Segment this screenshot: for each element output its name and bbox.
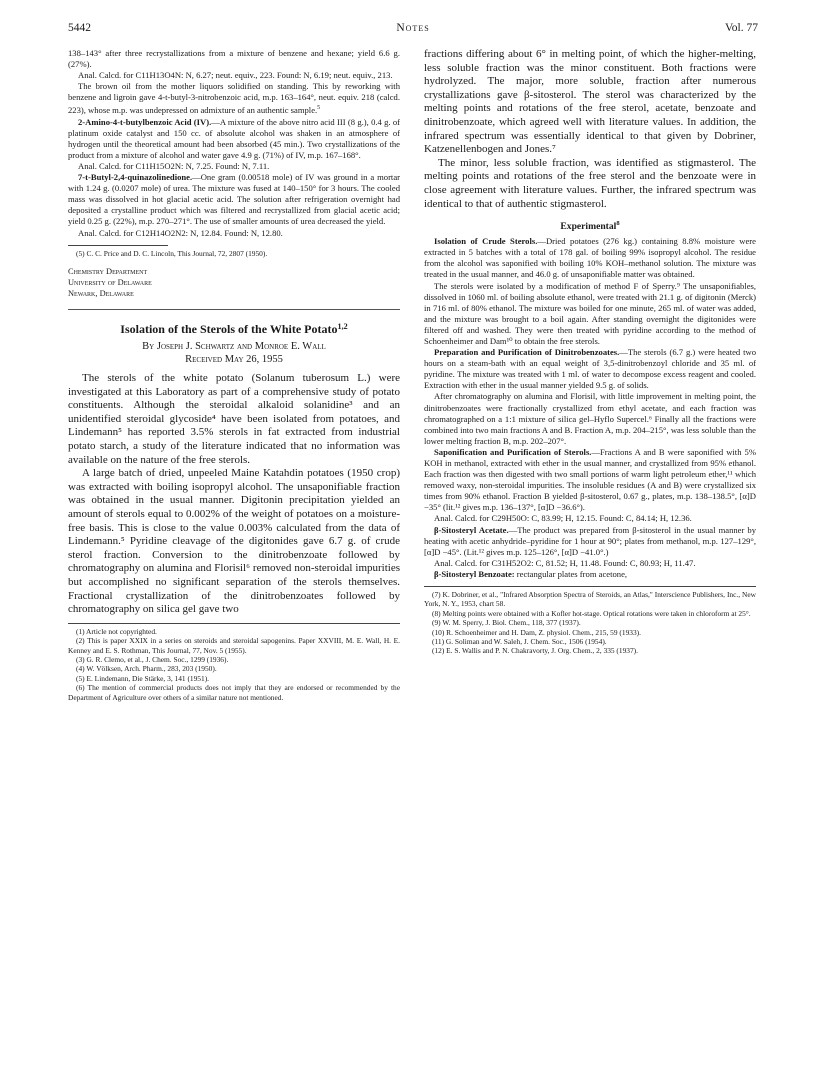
compound-heading: 7-t-Butyl-2,4-quinazolinedione. xyxy=(78,172,193,183)
article-body xyxy=(68,372,400,617)
procedure-heading: Preparation and Purification of Dinitrobenzoates. xyxy=(434,347,620,358)
paragraph: The sterols were isolated by a modification of method F of Sperry.⁹ The unsaponifiables, dissolved in 1060 ml. of boiling absolute ethanol, were treated with 21.1 g. of digitonin (Merck) in 716 ml. of 80% ethanol. The mixture was boiled for one minute, 265 ml. of water was added, and the mixture was brought to a boil again. After standing overnight the digitonides were filtered off and washed. They were then treated with pyridine according to the method of Schoenheimer and Dam¹⁰ to obtain the free sterols. xyxy=(424,280,756,346)
paragraph: 7-t-Butyl-2,4-quinazolinedione.—One gram (0.00518 mole) of IV was ground in a mortar with 1.24 g. (0.0207 mole) of urea. The mixture was fused at 140–150° for 3 hours. The cooled mass was dissolved in hot glacial acetic acid. The solution after refrigeration overnight had deposited a crystalline product which was filtered and recrystallized from glacial acetic acid; yield 0.25 g. (22%), m.p. 270–271°. The use of smaller amounts of urea decreased the yield. xyxy=(68,172,400,227)
paragraph: The brown oil from the mother liquors solidified on standing. This by reworking with benzene and ligroin gave 4-t-butyl-3-nitrobenzoic acid, m.p. 163–164°, neut. equiv. 218 (calcd. 223), whose m.p. was undepressed on admixture of an authentic sample.$^5$ xyxy=(68,81,400,116)
paragraph: Isolation of Crude Sterols.—Dried potatoes (276 kg.) containing 8.8% moisture were extracted in 5 batches with a total of 178 gal. of boiling 99% isopropyl alcohol. The residue from the alcohol was saponified with boiling 10% KOH–methanol solution. The mixture was treated in the usual manner, and 46.0 g. of unsaponifiable matter was obtained. xyxy=(424,236,756,280)
footnotes: (1) Article not copyrighted. (2) This is paper XXIX in a series on steroids and steroidal sapogenins. Paper XXVIII, M. E. Wall, H. E. Kenney and E. S. Rothman, This Journal, 77, Nov. 5 (1955). (3) G. R. Clemo, et al., J. Chem. Soc., 1299 (1936). (4) W. Völksen, Arch. Pharm., 283, 203 (1950). (5) E. Lindemann, Die Stärke, 3, 141 (1951). (6) The mention of commercial products does not imply that they are endorsed or recommended by the Department of Agriculture over others of a similar nature not mentioned. xyxy=(68,626,400,702)
analysis-line: Anal. Calcd. for C29H50O: C, 83.99; H, 12.15. Found: C, 84.14; H, 12.36. xyxy=(434,513,692,524)
article-title: Isolation of the Sterols of the White Potato$^{1,2}$ xyxy=(120,322,348,336)
procedure-heading: β-Sitosteryl Acetate. xyxy=(434,524,509,535)
footnote-rule xyxy=(68,623,400,624)
page-number: 5442 xyxy=(68,22,91,34)
compound-heading: 2-Amino-4-t-butylbenzoic Acid (IV). xyxy=(78,116,212,127)
analysis-line: Anal. Calcd. for C11H13O4N: N, 6.27; neut. equiv., 223. Found: N, 6.19; neut. equiv., 213. xyxy=(78,70,393,81)
footnote-rule xyxy=(68,245,168,246)
paragraph: Preparation and Purification of Dinitrobenzoates.—The sterols (6.7 g.) were heated two hours on a steam-bath with an equal weight of 3,5-dinitrobenzoyl chloride and 35 ml. of pyridine. The mixture was treated with 1 ml. of water to decompose excess reagent and cooled. Extraction with ether in the usual manner yielded 9.5 g. of solids. xyxy=(424,347,756,391)
analysis-line: Anal. Calcd. for C11H15O2N: N, 7.25. Found: N, 7.11. xyxy=(78,160,270,171)
previous-note-experimental xyxy=(68,48,400,239)
footnote-rule xyxy=(424,586,756,587)
paragraph: After chromatography on alumina and Florisil, with little improvement in melting point, the dinitrobenzoates were fractionally crystallized from ethyl acetate, and each fraction was chromatographed on a 1:1 mixture of silica gel–Hyflo Supercel.⁶ Finally all the fractions were combined into two main fractions A and B. Fraction A, m.p. 204–215°, was less soluble than the lower melting fraction B, m.p. 202–207°. xyxy=(424,391,756,446)
paragraph: 138–143° after three recrystallizations from a mixture of benzene and hexane; yield 6.6 g. (27%). xyxy=(68,48,400,70)
left-column xyxy=(68,48,400,1048)
procedure-heading: β-Sitosteryl Benzoate: xyxy=(434,568,515,579)
paragraph: The sterols of the white potato (Solanum tuberosum L.) were investigated at this Laboratory as part of a comprehensive study of potato constituents. Although the steroidal alkaloid solanidine³ and an unidentified steroidal glycoside⁴ have been isolated from potatoes, and Lindemann⁵ has reported 3.5% sterols in fat extracted from industrial potato starch, a study of the literature indicated that no information was available on the nature of the free sterols. xyxy=(68,372,400,466)
byline: By Joseph J. Schwartz and Monroe E. Wall xyxy=(142,341,326,352)
procedure-heading: Saponification and Purification of Sterols. xyxy=(434,446,592,457)
experimental-section xyxy=(424,236,756,580)
experimental-heading: Experimental$^8$ xyxy=(560,220,620,233)
paragraph: 2-Amino-4-t-butylbenzoic Acid (IV).—A mixture of the above nitro acid III (8 g.), 0.4 g. of platinum oxide catalyst and 150 cc. of absolute alcohol was shaken in an atmosphere of hydrogen until the theoretical amount had been absorbed (45 min.). Two crystallizations of the product from a mixture of alcohol and water gave 4.9 g. (71%) of IV, m.p. 167–168°. xyxy=(68,116,400,160)
analysis-line: Anal. Calcd. for C12H14O2N2: N, 12.84. Found: N, 12.80. xyxy=(78,227,283,238)
article-separator xyxy=(68,309,400,310)
paragraph: β-Sitosteryl Acetate.—The product was prepared from β-sitosterol in the usual manner by heating with acetic anhydride–pyridine for 1 hour at 90°; plates from methanol, m.p. 127–129°, [α]D −45°. (Lit.¹² gives m.p. 125–126°, [α]D −41.0°.) xyxy=(424,524,756,557)
paragraph: β-Sitosteryl Benzoate: rectangular plates from acetone, xyxy=(434,568,628,579)
author-address: Chemistry Department University of Delaware Newark, Delaware xyxy=(68,267,152,298)
paragraph: Saponification and Purification of Sterols.—Fractions A and B were saponified with 5% KOH in methanol, extracted with ether in the usual manner, and crystallized from 95% ethanol. Each fraction was then digested with two small portions of warm light petroleum ether,¹¹ which removed waxy, non-steroidal impurities. The insoluble residues (A and B) were crystallized six times from 90% ethanol. Fraction B yielded β-sitosterol, 0.67 g., plates, m.p. 138–138.5°, [α]D −35° (lit.¹² gives m.p. 136–137°, [α]D −36.6°). xyxy=(424,446,756,513)
footnote: (5) C. C. Price and D. C. Lincoln, This Journal, 72, 2807 (1950). xyxy=(76,248,268,258)
received-date: Received May 26, 1955 xyxy=(185,354,283,365)
paragraph: fractions differing about 6° in melting point, of which the higher-melting, less soluble fraction was the minor constituent. Both fractions were hydrolyzed. The major, more soluble, fraction after numerous crystallizations gave β-sitosterol. The sterol was characterized by the melting points and rotations of the free sterol, acetate, benzoate and dinitrobenzoate, which agreed well with literature values. In addition, the infrared spectrum was essentially identical to that given by Dobriner, Katzenellenbogen and Jones.⁷ xyxy=(424,48,756,156)
right-column xyxy=(424,48,756,1048)
paragraph: The minor, less soluble fraction, was identified as stigmasterol. The melting points and rotations of the free sterol and the benzoate were in close agreement with literature values. Further, the infrared spectrum was identical to that of authentic stigmasterol. xyxy=(424,156,756,210)
volume-label: Vol. 77 xyxy=(724,22,758,34)
article-body-continued xyxy=(424,48,756,211)
analysis-line: Anal. Calcd. for C31H52O2: C, 81.52; H, 11.48. Found: C, 80.93; H, 11.47. xyxy=(434,557,696,568)
footnotes: (7) K. Dobriner, et al., "Infrared Absorption Spectra of Steroids, an Atlas," Interscience Publishers, Inc., New York, N. Y., 1953, chart 58. (8) Melting points were obtained with a Kofler hot-stage. Optical rotations were taken in chloroform at 25°. (9) W. M. Sperry, J. Biol. Chem., 118, 377 (1937). (10) R. Schoenheimer and H. Dam, Z. physiol. Chem., 215, 59 (1933). (11) G. Soliman and W. Saleh, J. Chem. Soc., 1506 (1954). (12) E. S. Wallis and P. N. Chakravorty, J. Org. Chem., 2, 335 (1937). xyxy=(424,590,756,656)
paragraph: A large batch of dried, unpeeled Maine Katahdin potatoes (1950 crop) was extracted with boiling isopropyl alcohol. The unsaponifiable fraction was obtained in the usual manner. Digitonin precipitation yielded an amount of sterols equal to 0.002% of the weight of potatoes on a moisture-free basis. This is close to the value 0.003% calculated from the data of Lindemann.⁵ Pyridine cleavage of the digitonides gave 6.7 g. of crude sterol fraction. Conversion to the dinitrobenzoate followed by chromatography on alumina and Florisil⁶ removed non-steroidal impurities but accomplished no significant separation of the sterols themselves. Fractional crystallization of the dinitrobenzoates followed by chromatography on silica gel gave two xyxy=(68,467,400,616)
procedure-heading: Isolation of Crude Sterols. xyxy=(434,236,538,247)
journal-section: Notes xyxy=(396,22,430,34)
running-header xyxy=(68,22,758,38)
